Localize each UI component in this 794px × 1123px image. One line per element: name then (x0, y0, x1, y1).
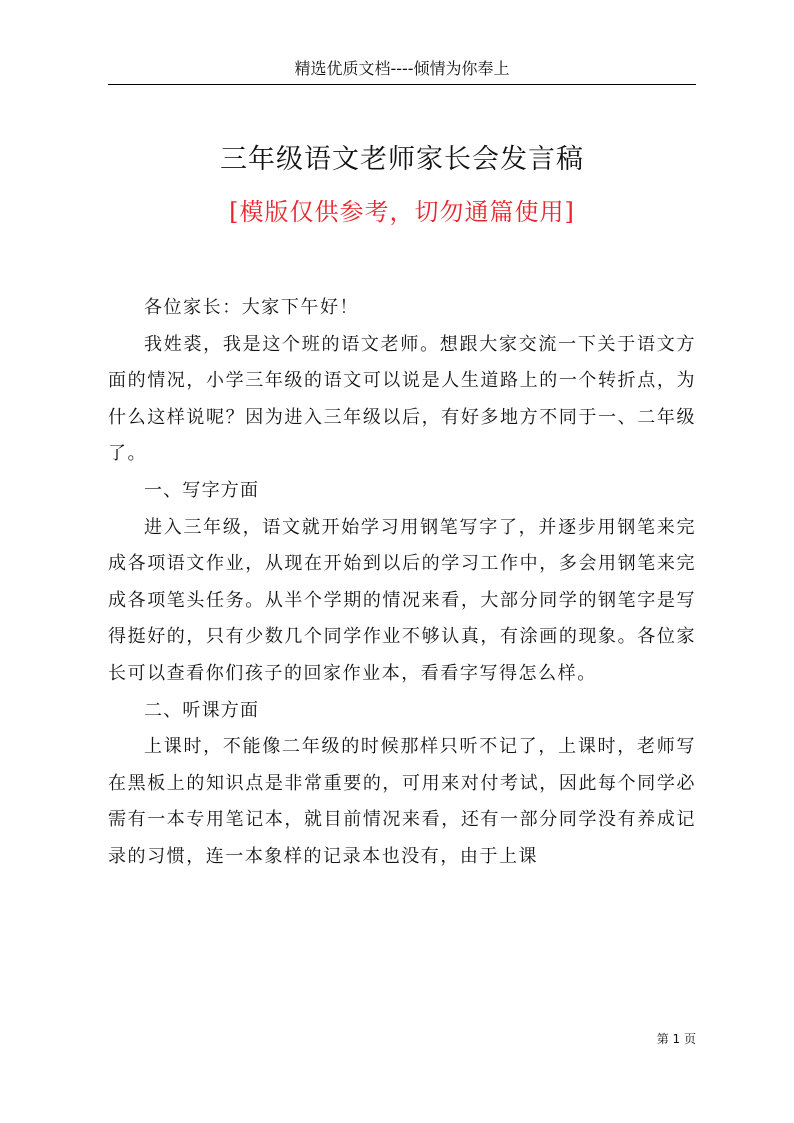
page-footer (108, 1030, 696, 1048)
header-text: 精选优质文档----倾情为你奉上 (294, 59, 510, 78)
paragraph-listening: 上课时，不能像二年级的时候那样只听不记了，上课时，老师写在黑板上的知识点是非常重要的，可用来对付考试，因此每个同学必需有一本专用笔记本，就目前情况来看，还有一部分同学没有养成记录的习惯，连一本象样的记录本也没有，由于上课 (108, 736, 696, 867)
section-heading-writing: 一、写字方面 (144, 479, 260, 501)
paragraph-intro: 我姓裘，我是这个班的语文老师。想跟大家交流一下关于语文方面的情况，小学三年级的语文可以说是人生道路上的一个转折点，为什么这样说呢？因为进入三年级以后，有好多地方不同于一、二年级了。 (108, 333, 696, 465)
page-number: 第 1 页 (656, 1032, 696, 1046)
document-title: 三年级语文老师家长会发言稿 (220, 144, 584, 175)
document-subtitle: [模版仅供参考，切勿通篇使用] (229, 198, 575, 226)
paragraph-writing: 进入三年级，语文就开始学习用钢笔写字了，并逐步用钢笔来完成各项语文作业，从现在开始到以后的学习工作中，多会用钢笔来完成各项笔头任务。从半个学期的情况来看，大部分同学的钢笔字是写得挺好的，只有少数几个同学作业不够认真，有涂画的现象。各位家长可以查看你们孩子的回家作业本，看看字写得怎么样。 (108, 516, 696, 684)
section-heading-listening: 二、听课方面 (144, 699, 260, 721)
paragraph-greeting: 各位家长：大家下午好！ (144, 297, 360, 318)
document-body (108, 290, 696, 876)
page-header (108, 56, 696, 85)
